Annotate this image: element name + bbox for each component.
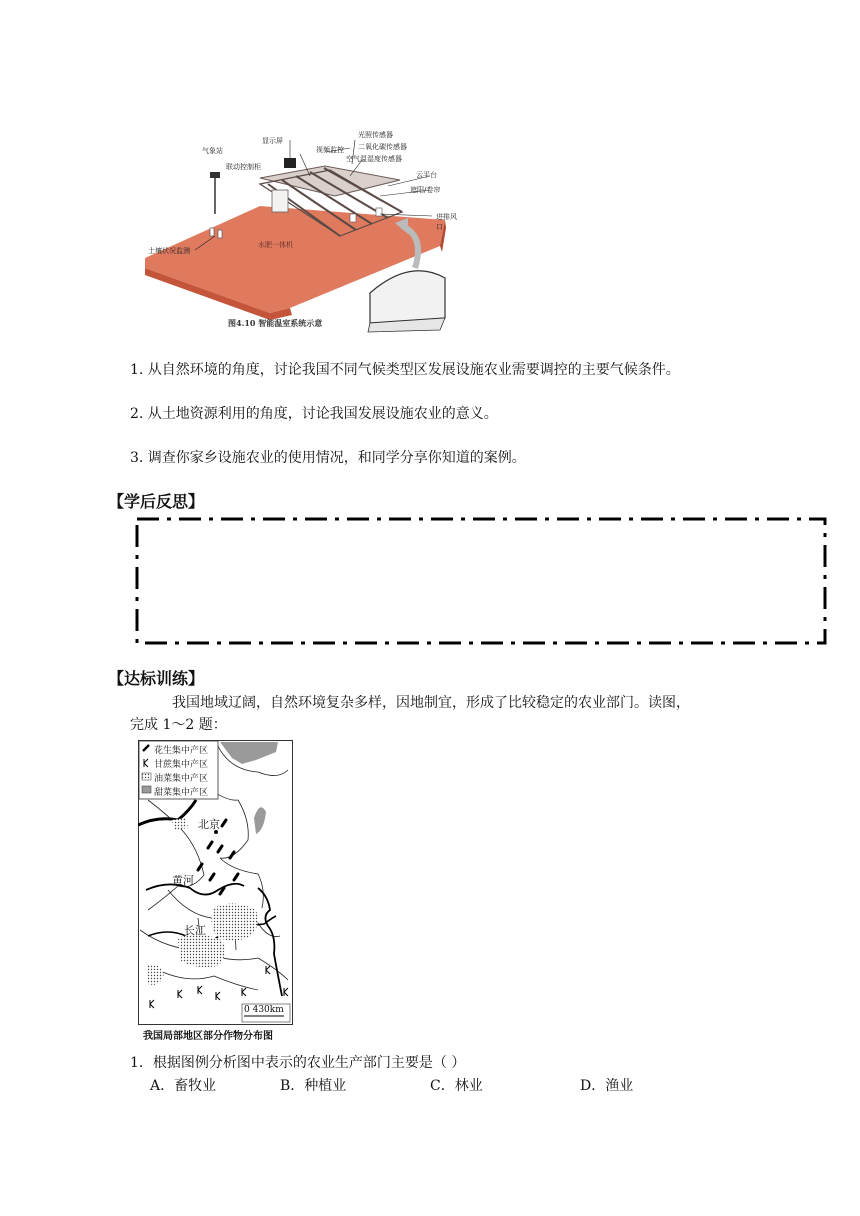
label-cloud: 云平台 (416, 171, 437, 179)
map-caption: 我国局部地区部分作物分布图 (143, 1031, 273, 1042)
reflection-heading: 【学后反思】 (108, 492, 205, 511)
greenhouse-figure (140, 118, 460, 333)
label-vent: 进排风口 (436, 213, 457, 231)
label-unit: 水肥一体机 (258, 241, 293, 249)
map-label-huanghe: 黄河 (172, 874, 194, 887)
question-1: 1. 从自然环境的角度，讨论我国不同气候类型区发展设施农业需要调控的主要气候条件。 (130, 362, 680, 378)
legend-peanut: 花生集中产区 (154, 746, 209, 756)
map-label-beijing: 北京 (198, 818, 220, 831)
training-heading: 【达标训练】 (108, 669, 205, 688)
training-intro-line2: 完成 1～2 题： (130, 717, 227, 733)
label-video: 视频监控 (316, 146, 344, 154)
option-d[interactable]: D．渔业 (580, 1078, 634, 1094)
label-humid: 空气温湿度传感器 (346, 155, 402, 163)
label-control: 联动控制柜 (226, 163, 261, 171)
legend-sugarbeet: 甜菜集中产区 (154, 788, 209, 798)
question-2: 2. 从土地资源利用的角度，讨论我国发展设施农业的意义。 (130, 406, 498, 422)
label-shade: 遮阳/卷帘 (410, 186, 441, 194)
legend-sugarcane: 甘蔗集中产区 (154, 760, 209, 770)
label-display: 显示屏 (262, 137, 283, 145)
question1-stem: 1．根据图例分析图中表示的农业生产部门主要是（ ） (130, 1055, 466, 1071)
greenhouse-illustration (140, 118, 460, 333)
question-3: 3. 调查你家乡设施农业的使用情况，和同学分享你知道的案例。 (130, 450, 526, 466)
figure-caption: 图4.10 智能温室系统示意 (228, 318, 323, 328)
label-soil: 土壤状况监测 (148, 247, 190, 255)
reflection-box[interactable] (130, 514, 830, 648)
option-c[interactable]: C．林业 (430, 1078, 483, 1094)
legend-rapeseed: 油菜集中产区 (154, 774, 209, 784)
label-weather: 气象站 (202, 147, 223, 155)
label-co2: 二氧化碳传感器 (358, 143, 407, 151)
training-intro-line1: 我国地域辽阔，自然环境复杂多样，因地制宜，形成了比较稳定的农业部门。读图， (172, 695, 690, 711)
map-scale: 0 430km (244, 1005, 284, 1015)
option-a[interactable]: A．畜牧业 (150, 1078, 217, 1094)
label-light: 光照传感器 (358, 131, 393, 139)
map-label-changjiang: 长江 (184, 924, 206, 937)
option-b[interactable]: B．种植业 (280, 1078, 347, 1094)
crop-map (138, 740, 293, 1025)
